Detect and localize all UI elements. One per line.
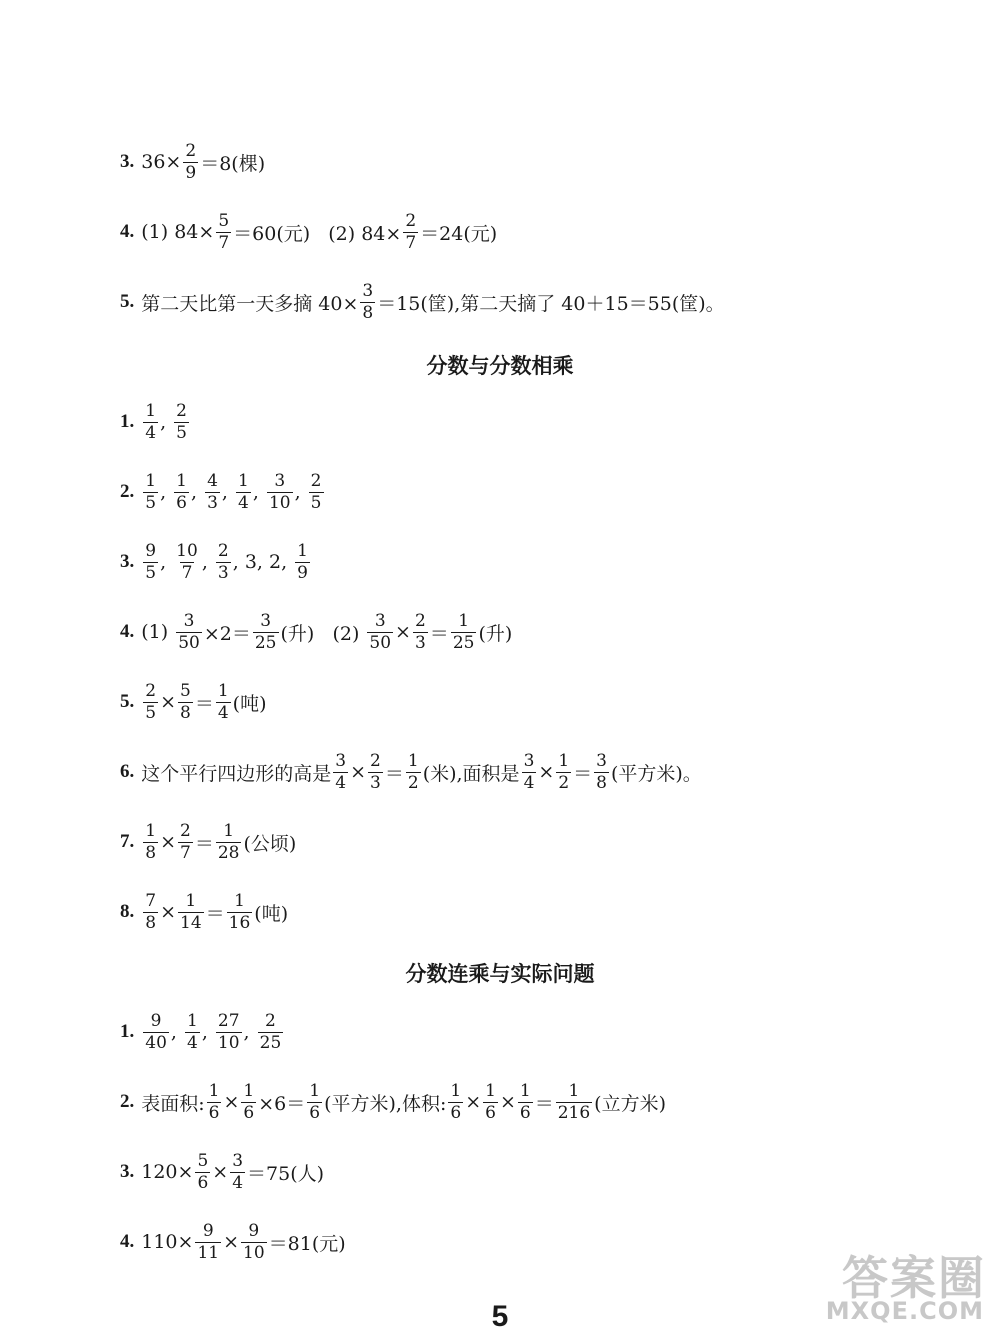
- fraction-numerator: 1: [519, 1080, 531, 1101]
- fraction-denominator: 9: [185, 162, 197, 183]
- fraction-numerator: 2: [310, 470, 322, 491]
- fraction-denominator: 3: [217, 562, 229, 583]
- fraction-denominator: 6: [450, 1102, 462, 1123]
- item-number: 8.: [120, 901, 135, 922]
- fraction-denominator: 6: [519, 1102, 531, 1123]
- answer-line: [120, 752, 702, 792]
- expression-text: ＝75(人): [247, 1162, 325, 1185]
- fraction-numerator: 1: [309, 1080, 321, 1101]
- item-number: 7.: [120, 831, 135, 852]
- fraction-numerator: 2: [217, 540, 229, 561]
- fraction-numerator: 3: [232, 1150, 244, 1171]
- expression-text: ×: [160, 831, 176, 853]
- fraction-numerator: 5: [218, 210, 230, 231]
- fraction: [448, 1080, 463, 1123]
- expression-text: ＝8(棵): [200, 152, 266, 175]
- fraction: [451, 610, 477, 653]
- fraction-numerator: 9: [202, 1220, 214, 1241]
- fraction-denominator: 3: [207, 492, 218, 513]
- fraction-denominator: 6: [309, 1102, 321, 1123]
- expression-text: ×: [499, 1091, 516, 1113]
- answer-line: [120, 1152, 324, 1192]
- expression-text: ＝: [384, 762, 404, 785]
- fraction-denominator: 4: [186, 1032, 198, 1053]
- fraction: [176, 610, 202, 653]
- expression-text: ,: [191, 481, 204, 503]
- fraction-denominator: 4: [238, 492, 249, 513]
- fraction: [174, 470, 189, 513]
- page-number: 5: [491, 1300, 509, 1333]
- fraction-denominator: 8: [145, 912, 157, 933]
- item-number: 1.: [120, 1021, 135, 1042]
- fraction: [309, 470, 324, 513]
- expression-text: (升): [478, 622, 513, 645]
- expression-text: (米),面积是: [422, 762, 520, 785]
- fraction-numerator: 2: [176, 400, 187, 421]
- fraction-numerator: 1: [217, 680, 229, 701]
- fraction: [368, 750, 383, 793]
- item-number: 4.: [120, 1231, 135, 1252]
- expression-text: (平方米)。: [610, 762, 702, 785]
- expression-text: ,: [221, 481, 235, 503]
- fraction-denominator: 6: [197, 1172, 209, 1193]
- fraction-numerator: 2: [265, 1010, 276, 1031]
- fraction: [253, 610, 279, 653]
- item-number: 5.: [120, 291, 135, 312]
- fraction-denominator: 4: [145, 422, 157, 443]
- answer-line: [120, 282, 725, 322]
- fraction: [241, 1080, 256, 1123]
- watermark: [800, 1242, 990, 1327]
- item-number: 2.: [120, 1091, 135, 1112]
- expression-text: ＝: [194, 692, 214, 715]
- answer-line: [120, 892, 288, 932]
- fraction: [143, 890, 158, 933]
- fraction: [556, 750, 571, 793]
- fraction-numerator: 3: [335, 750, 347, 771]
- expression-text: 表面积:: [141, 1092, 205, 1115]
- expression-text: ×: [160, 691, 176, 713]
- fraction-numerator: 3: [183, 610, 195, 631]
- fraction-denominator: 7: [405, 232, 417, 253]
- fraction: [195, 1150, 210, 1193]
- item-number: 1.: [120, 411, 135, 432]
- expression-text: ＝60(元) (2) 84×: [233, 222, 402, 245]
- fraction: [195, 1220, 221, 1263]
- fraction: [258, 1010, 284, 1053]
- fraction-denominator: 9: [297, 562, 308, 583]
- fraction: [216, 680, 231, 723]
- expression-text: ×: [465, 1091, 482, 1113]
- fraction: [216, 820, 242, 863]
- fraction-denominator: 25: [452, 632, 475, 653]
- fraction-numerator: 3: [274, 470, 286, 491]
- item-number: 4.: [120, 221, 135, 242]
- fraction: [183, 140, 198, 183]
- fraction-denominator: 5: [145, 702, 157, 723]
- fraction-numerator: 2: [185, 140, 197, 161]
- fraction-denominator: 40: [145, 1032, 167, 1053]
- expression-text: ×: [223, 1231, 239, 1253]
- expression-text: ×: [223, 1091, 240, 1113]
- expression-text: ＝: [205, 902, 225, 925]
- fraction-denominator: 10: [217, 1032, 240, 1053]
- fraction-numerator: 9: [150, 1010, 162, 1031]
- expression-text: ＝: [429, 622, 449, 645]
- fraction: [367, 610, 393, 653]
- fraction-denominator: 7: [180, 842, 191, 863]
- fraction: [216, 210, 231, 253]
- section-title: 分数与分数相乘: [426, 354, 574, 378]
- answer-line: [120, 542, 312, 582]
- fraction-denominator: 5: [145, 562, 157, 583]
- item-number: 3.: [120, 551, 135, 572]
- expression-text: ,: [252, 481, 265, 503]
- fraction: [143, 820, 158, 863]
- expression-text: ,: [170, 1021, 183, 1043]
- fraction-denominator: 3: [414, 632, 426, 653]
- fraction: [174, 400, 189, 443]
- answer-line: [120, 402, 191, 442]
- expression-text: ＝15(筐),第二天摘了 40＋15＝55(筐)。: [377, 292, 725, 315]
- expression-text: ＝: [194, 832, 214, 855]
- fraction-numerator: 10: [176, 540, 198, 561]
- answer-line: [120, 212, 497, 252]
- fraction-numerator: 4: [207, 470, 218, 491]
- fraction-denominator: 8: [180, 702, 191, 723]
- fraction: [413, 610, 428, 653]
- fraction-numerator: 1: [243, 1080, 255, 1101]
- fraction-denominator: 5: [145, 492, 157, 513]
- expression-text: ×: [350, 761, 367, 783]
- fraction-numerator: 1: [450, 1080, 462, 1101]
- fraction-numerator: 1: [407, 750, 419, 771]
- answer-line: [120, 1082, 666, 1122]
- fraction: [230, 1150, 245, 1193]
- answer-line: [120, 472, 326, 512]
- expression-text: , 3, 2,: [232, 551, 294, 573]
- fraction-numerator: 1: [145, 400, 157, 421]
- fraction-denominator: 50: [178, 632, 200, 653]
- fraction-denominator: 7: [181, 562, 193, 583]
- expression-text: ,: [160, 551, 173, 573]
- expression-text: (立方米): [594, 1092, 666, 1115]
- fraction-numerator: 1: [208, 1080, 220, 1101]
- fraction-numerator: 1: [234, 890, 245, 911]
- fraction: [143, 1010, 169, 1053]
- fraction: [360, 280, 375, 323]
- fraction: [307, 1080, 322, 1123]
- item-number: 2.: [120, 481, 135, 502]
- item-number: 6.: [120, 761, 135, 782]
- item-number: 3.: [120, 1161, 135, 1182]
- fraction: [207, 1080, 222, 1123]
- expression-text: ,: [201, 1021, 214, 1043]
- expression-text: (吨): [254, 902, 289, 925]
- expression-text: ×: [160, 901, 176, 923]
- answer-line: [120, 1012, 285, 1052]
- expression-text: ×: [212, 1161, 229, 1183]
- fraction-denominator: 2: [407, 772, 419, 793]
- fraction-numerator: 2: [405, 210, 417, 231]
- fraction-denominator: 4: [335, 772, 347, 793]
- expression-text: ,: [201, 551, 214, 573]
- expression-text: (吨): [232, 692, 267, 715]
- expression-text: ×6＝: [258, 1092, 306, 1115]
- fraction: [403, 210, 418, 253]
- fraction-numerator: 3: [523, 750, 535, 771]
- fraction: [143, 680, 158, 723]
- fraction: [333, 750, 348, 793]
- fraction-denominator: 25: [254, 632, 277, 653]
- fraction-denominator: 5: [310, 492, 322, 513]
- fraction-numerator: 1: [458, 610, 470, 631]
- expression-text: ＝: [573, 762, 593, 785]
- expression-text: ＝: [534, 1092, 554, 1115]
- fraction-numerator: 7: [145, 890, 157, 911]
- fraction-numerator: 9: [145, 540, 157, 561]
- fraction-denominator: 6: [485, 1102, 496, 1123]
- expression-text: (1) 84×: [141, 221, 215, 243]
- fraction-numerator: 3: [362, 280, 374, 301]
- fraction: [236, 470, 251, 513]
- fraction-numerator: 1: [185, 890, 197, 911]
- fraction-numerator: 5: [180, 680, 191, 701]
- fraction-denominator: 25: [259, 1032, 282, 1053]
- section-title: 分数连乘与实际问题: [405, 962, 595, 986]
- fraction-numerator: 9: [248, 1220, 260, 1241]
- fraction-numerator: 1: [223, 820, 235, 841]
- expression-text: (1): [141, 621, 175, 643]
- expression-text: ＝24(元): [420, 222, 498, 245]
- expression-text: (公顷): [243, 832, 297, 855]
- fraction-denominator: 8: [596, 772, 607, 793]
- fraction: [216, 1010, 242, 1053]
- fraction: [267, 470, 293, 513]
- fraction-numerator: 1: [238, 470, 249, 491]
- expression-text: ＝81(元): [268, 1232, 346, 1255]
- fraction-numerator: 27: [217, 1010, 240, 1031]
- expression-text: ×: [538, 761, 555, 783]
- fraction-denominator: 10: [243, 1242, 265, 1263]
- expression-text: (平方米),体积:: [324, 1092, 447, 1115]
- item-number: 4.: [120, 621, 135, 642]
- fraction: [518, 1080, 533, 1123]
- fraction-numerator: 3: [260, 610, 272, 631]
- item-number: 3.: [120, 151, 135, 172]
- fraction-denominator: 28: [217, 842, 240, 863]
- fraction: [205, 470, 220, 513]
- expression-text: 120×: [141, 1161, 194, 1183]
- fraction-denominator: 14: [180, 912, 202, 933]
- fraction-denominator: 2: [558, 772, 570, 793]
- fraction: [216, 540, 231, 583]
- expression-text: 这个平行四边形的高是: [141, 762, 332, 785]
- fraction-numerator: 1: [176, 470, 187, 491]
- fraction-numerator: 1: [145, 470, 157, 491]
- answer-line: [120, 142, 265, 182]
- fraction-denominator: 8: [145, 842, 157, 863]
- expression-text: ,: [160, 481, 173, 503]
- fraction: [483, 1080, 498, 1123]
- fraction-numerator: 2: [180, 820, 191, 841]
- fraction-numerator: 3: [596, 750, 607, 771]
- expression-text: 36×: [141, 151, 182, 173]
- expression-text: ×2＝: [203, 622, 251, 645]
- fraction-denominator: 50: [369, 632, 392, 653]
- fraction-denominator: 4: [217, 702, 229, 723]
- expression-text: 110×: [141, 1231, 194, 1253]
- fraction: [178, 680, 193, 723]
- answer-line: [120, 822, 296, 862]
- fraction-denominator: 6: [208, 1102, 220, 1123]
- fraction-numerator: 1: [297, 540, 308, 561]
- fraction: [143, 470, 158, 513]
- fraction-denominator: 216: [557, 1102, 591, 1123]
- fraction-denominator: 10: [268, 492, 291, 513]
- fraction-numerator: 2: [414, 610, 426, 631]
- fraction: [594, 750, 609, 793]
- fraction: [178, 820, 193, 863]
- fraction-numerator: 1: [145, 820, 157, 841]
- fraction: [295, 540, 310, 583]
- expression-text: ,: [160, 411, 173, 433]
- fraction-numerator: 2: [145, 680, 157, 701]
- item-number: 5.: [120, 691, 135, 712]
- answer-line: [120, 612, 512, 652]
- fraction-denominator: 4: [232, 1172, 244, 1193]
- watermark-logo: 答案圈: [842, 1251, 986, 1305]
- expression-text: ,: [243, 1021, 256, 1043]
- fraction: [174, 540, 200, 583]
- fraction-denominator: 16: [228, 912, 251, 933]
- fraction-numerator: 1: [485, 1080, 496, 1101]
- fraction-numerator: 2: [370, 750, 381, 771]
- expression-text: ×: [395, 621, 411, 643]
- fraction-denominator: 5: [176, 422, 187, 443]
- expression-text: 第二天比第一天多摘 40×: [141, 292, 359, 315]
- fraction-denominator: 6: [176, 492, 187, 513]
- expression-text: (升) (2): [280, 622, 366, 645]
- fraction-numerator: 1: [186, 1010, 198, 1031]
- fraction-denominator: 6: [243, 1102, 255, 1123]
- fraction: [185, 1010, 200, 1053]
- fraction: [241, 1220, 267, 1263]
- fraction: [522, 750, 537, 793]
- fraction-numerator: 3: [374, 610, 386, 631]
- fraction: [178, 890, 204, 933]
- fraction: [556, 1080, 592, 1123]
- expression-text: ,: [294, 481, 307, 503]
- fraction-denominator: 8: [362, 302, 374, 323]
- watermark-url: MXQE.COM: [825, 1297, 984, 1325]
- fraction: [143, 540, 158, 583]
- fraction-denominator: 3: [370, 772, 381, 793]
- fraction-denominator: 7: [218, 232, 230, 253]
- fraction-denominator: 4: [523, 772, 535, 793]
- fraction: [406, 750, 421, 793]
- fraction-numerator: 5: [197, 1150, 209, 1171]
- answer-line: [120, 682, 267, 722]
- fraction-denominator: 11: [197, 1242, 220, 1263]
- fraction-numerator: 1: [558, 750, 570, 771]
- fraction: [227, 890, 253, 933]
- answer-line: [120, 1222, 346, 1262]
- fraction: [143, 400, 158, 443]
- fraction-numerator: 1: [568, 1080, 580, 1101]
